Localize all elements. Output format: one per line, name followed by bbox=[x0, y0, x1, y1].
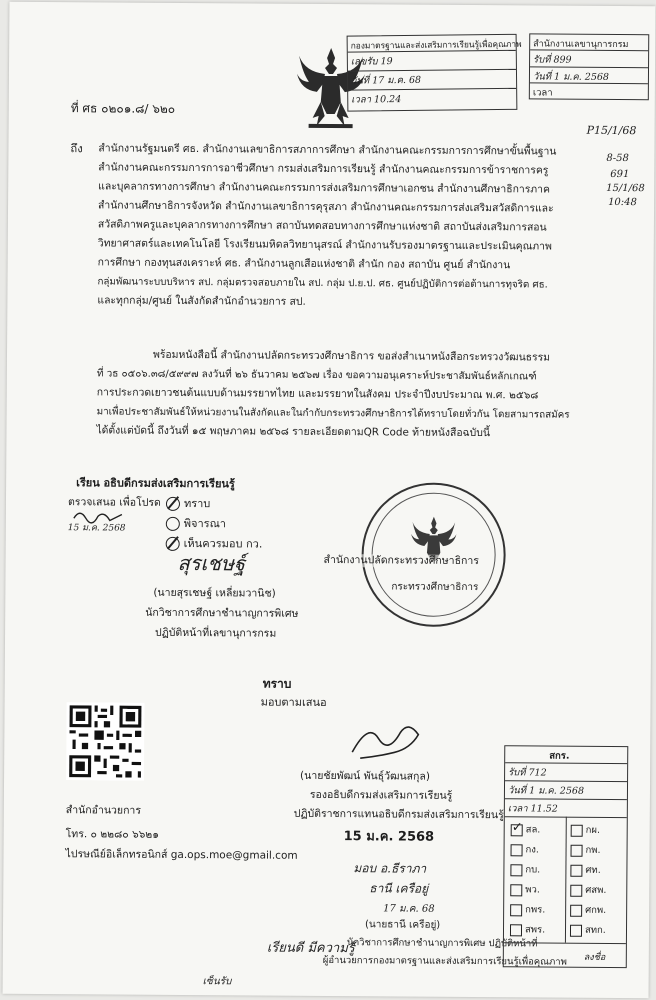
unit-checkbox[interactable] bbox=[510, 904, 522, 916]
director-assign: มอบตามเสนอ bbox=[260, 695, 327, 709]
director-date: 15 ม.ค. 2568 bbox=[343, 829, 435, 845]
unit-checkbox[interactable] bbox=[570, 924, 582, 936]
recipient-line: สำนักงานศึกษาธิการจังหวัด สำนักงานเลขาธิการคุรุสภา สำนักงานคณะกรรมการส่งเสริมสวัสดิการและ bbox=[98, 199, 554, 215]
routing-unit[interactable] bbox=[570, 863, 600, 878]
bottom-handwritten-note: เรียนดี มีความรู้ bbox=[266, 940, 355, 957]
margin-note: P15/1/68 bbox=[586, 123, 637, 138]
unit-label: สทก. bbox=[584, 924, 606, 936]
option-label: เห็นควรมอบ กว. bbox=[183, 536, 263, 551]
margin-note: 15/1/68 bbox=[606, 182, 645, 195]
body-line: พร้อมหนังสือนี้ สำนักงานปลัดกระทรวงศึกษาธิการ ขอส่งสำเนาหนังสือกระทรวงวัฒนธรรม bbox=[152, 348, 551, 364]
routing-unit[interactable] bbox=[571, 843, 601, 858]
recipient-line: วิทยาศาสตร์และเทคโนโลยี โรงเรียนมหิดลวิทยานุสรณ์ สำนักงานรับรองมาตรฐานและประเมินคุณภาพ bbox=[97, 237, 552, 253]
assign-note-name: (นายธานี เครือยู่) bbox=[364, 919, 441, 931]
recipient-line: การศึกษา กองทุนสงเคราะห์ ศธ. สำนักงานลูกเสือแห่งชาติ สำนัก กอง สถาบัน ศูนย์ สำนักงาน bbox=[97, 256, 511, 272]
secretariat-stamp-header: สำนักงานเลขานุการกรม bbox=[533, 39, 629, 51]
routing-unit[interactable] bbox=[510, 882, 540, 897]
checkbox-assign bbox=[166, 537, 180, 551]
routing-unit[interactable] bbox=[510, 862, 540, 877]
body-line: มาเพื่อประชาสัมพันธ์ให้หน่วยงานในสังกัดและในกำกับกระทรวงศึกษาธิการได้ทราบโดยทั่วกัน โดยสามารถสมัคร bbox=[96, 406, 570, 421]
option-label: ทราบ bbox=[183, 496, 211, 511]
unit-label: กพร. bbox=[525, 904, 546, 916]
routing-unit[interactable] bbox=[511, 842, 540, 857]
routing-stamp-box bbox=[503, 745, 629, 968]
to-label: ถึง bbox=[70, 142, 83, 156]
routing-date: วันที่ 1 ม.ค. 2568 bbox=[507, 785, 585, 797]
footer-email[interactable]: ไปรษณีย์อิเล็กทรอนิกส์ ga.ops.moe@gmail.com bbox=[65, 848, 298, 862]
routing-time: เวลา 11.52 bbox=[507, 803, 558, 815]
routing-unit[interactable] bbox=[571, 823, 600, 838]
body-line: การประกวดเยาวชนต้นแบบด้านมรรยาทไทย และมรรยาทในสังคม ประจำปีงบประมาณ พ.ศ. ๒๕๖๘ bbox=[96, 386, 539, 402]
director-ack: ทราบ bbox=[262, 676, 292, 691]
memo-initial-date: 15 ม.ค. 2568 bbox=[67, 523, 126, 534]
checkbox-consider bbox=[166, 517, 180, 531]
secretariat-stamp-date: วันที่ 1 ม.ค. 2568 bbox=[532, 71, 610, 83]
receive-stamp-ohpe bbox=[347, 34, 522, 112]
secretariat-stamp-no: รับที่ 899 bbox=[533, 54, 572, 66]
receive-stamp-secretariat bbox=[529, 33, 649, 100]
routing-no: รับที่ 712 bbox=[508, 767, 547, 779]
secretariat-stamp-time: เวลา bbox=[532, 87, 553, 99]
option-assign bbox=[166, 537, 263, 552]
bottom-signer-position-2: ผู้อำนวยการกองมาตรฐานและส่งเสริมการเรียนรู้เพื่อคุณภาพ bbox=[322, 954, 567, 968]
unit-checkbox[interactable] bbox=[570, 864, 582, 876]
memo-signer-name: (นายสุรเชษฐ์ เหลี่ยมวานิช) bbox=[153, 586, 276, 600]
memo-signer-position: นักวิชาการศึกษาชำนาญการพิเศษ bbox=[145, 606, 299, 620]
director-signature-icon bbox=[348, 718, 428, 763]
unit-checkbox[interactable] bbox=[570, 904, 582, 916]
unit-label: ศท. bbox=[585, 864, 601, 876]
memo-salutation: เรียน อธิบดีกรมส่งเสริมการเรียนรู้ bbox=[76, 476, 235, 491]
memo-signer-position-2: ปฏิบัติหน้าที่เลขานุการกรม bbox=[155, 626, 277, 640]
unit-label: กผ. bbox=[585, 824, 601, 836]
checkbox-acknowledge bbox=[166, 497, 180, 511]
option-acknowledge bbox=[166, 497, 210, 511]
footer-phone: โทร. ๐ ๒๒๘๐ ๖๖๒๑ bbox=[65, 828, 159, 841]
routing-unit[interactable] bbox=[570, 903, 606, 918]
director-position: รองอธิบดีกรมส่งเสริมการเรียนรู้ bbox=[309, 788, 453, 802]
unit-checkbox[interactable] bbox=[511, 824, 523, 836]
unit-label: กพ. bbox=[585, 844, 601, 856]
unit-checkbox[interactable] bbox=[571, 844, 583, 856]
option-label: พิจารณา bbox=[183, 516, 227, 531]
recipient-line: และทุกกลุ่ม/ศูนย์ ในสังกัดสำนักอำนวยการ สป. bbox=[97, 294, 306, 308]
routing-unit[interactable] bbox=[570, 883, 606, 898]
unit-checkbox[interactable] bbox=[510, 864, 522, 876]
recipient-line: สำนักงานคณะกรรมการการอาชีวศึกษา กรมส่งเสริมการเรียนรู้ สำนักงานคณะกรรมการข้าราชการครู bbox=[98, 161, 549, 177]
unit-label: ศกพ. bbox=[585, 904, 607, 916]
margin-note: 10:48 bbox=[608, 196, 637, 209]
memo-check-intro: ตรวจเสนอ เพื่อโปรด bbox=[67, 496, 161, 509]
receive-stamp-header: กองมาตรฐานและส่งเสริมการเรียนรู้เพื่อคุณภาพ bbox=[350, 38, 522, 51]
recipient-line: สำนักงานรัฐมนตรี ศธ. สำนักงานเลขาธิการสภาการศึกษา สำนักงานคณะกรรมการการศึกษาขั้นพื้นฐาน bbox=[98, 142, 557, 158]
receive-stamp-time: เวลา 10.24 bbox=[351, 94, 402, 106]
routing-title: สกร. bbox=[549, 750, 570, 762]
unit-checkbox[interactable] bbox=[510, 884, 522, 896]
unit-label: ศสพ. bbox=[585, 884, 607, 896]
bottom-scribble: เซ็นรับ bbox=[202, 976, 232, 988]
recipient-line: กลุ่มพัฒนาระบบบริหาร สป. กลุ่มตรวจสอบภายใน สป. กลุ่ม ป.ย.ป. ศธ. ศูนย์ปฏิบัติการต่อต้านการทุจริต ศธ. bbox=[97, 276, 548, 291]
unit-checkbox[interactable] bbox=[570, 884, 582, 896]
routing-unit[interactable] bbox=[511, 822, 541, 837]
margin-note: 691 bbox=[610, 168, 630, 181]
routing-sign-note: ลงชื่อ bbox=[583, 952, 606, 963]
assign-note-line2: ธานี เครือยู่ bbox=[369, 881, 429, 896]
assign-note-date: 17 ม.ค. 68 bbox=[383, 903, 435, 915]
document-page bbox=[3, 2, 656, 998]
unit-checkbox[interactable] bbox=[510, 924, 522, 936]
routing-unit[interactable] bbox=[570, 923, 606, 938]
recipient-line: และบุคลากรทางการศึกษา สำนักงานคณะกรรมการส่งเสริมการศึกษาเอกชน สำนักงานศึกษาธิการภาค bbox=[98, 180, 550, 196]
unit-label: กบ. bbox=[525, 864, 541, 876]
memo-signature: สุรเชษฐ์ bbox=[177, 550, 246, 576]
assign-note-line1: มอบ อ.ธีราภา bbox=[353, 861, 427, 876]
unit-label: พว. bbox=[525, 884, 540, 896]
bottom-signer-position: นักวิชาการศึกษาชำนาญการพิเศษ ปฏิบัติหน้าที่ bbox=[346, 937, 538, 950]
office-stamp-line1: สำนักงานปลัดกระทรวงศึกษาธิการ bbox=[323, 553, 479, 568]
margin-note: 8-58 bbox=[606, 152, 629, 165]
routing-unit[interactable] bbox=[510, 902, 545, 917]
unit-checkbox[interactable] bbox=[511, 844, 523, 856]
director-name: (นายชัยพัฒน์ พันธุ์วัฒนสกุล) bbox=[300, 769, 431, 783]
document-number: ที่ ศธ ๐๒๐๑.๘/ ๖๒๐ bbox=[70, 101, 176, 116]
qr-code[interactable] bbox=[66, 702, 145, 781]
option-consider bbox=[166, 517, 226, 531]
receive-stamp-no: เลขรับ 19 bbox=[350, 56, 393, 68]
office-stamp-line2: กระทรวงศึกษาธิการ bbox=[391, 581, 479, 594]
unit-checkbox[interactable] bbox=[571, 824, 583, 836]
unit-label: สพร. bbox=[524, 924, 546, 936]
footer-office: สำนักอำนวยการ bbox=[65, 804, 142, 817]
routing-unit[interactable] bbox=[510, 922, 545, 937]
body-line: ที่ วธ ๐๕๐๖.๓๘/๕๙๙๗ ลงวันที่ ๒๖ ธันวาคม ๒๕๖๗ เรื่อง ขอความอนุเคราะห์ประชาสัมพันธ์หลักเกณฑ์ bbox=[96, 368, 537, 383]
recipient-line: สวัสดิภาพครูและบุคลากรทางการศึกษา สถาบันทดสอบทางการศึกษาแห่งชาติ สถาบันส่งเสริมการสอน bbox=[97, 218, 547, 234]
director-position-2: ปฏิบัติราชการแทนอธิบดีกรมส่งเสริมการเรียนรู้ bbox=[293, 807, 504, 822]
unit-label: สล. bbox=[525, 824, 541, 836]
receive-stamp-date: วันที่ 17 ม.ค. 68 bbox=[351, 74, 422, 87]
unit-label: กง. bbox=[525, 844, 540, 856]
body-line: ได้ตั้งแต่บัดนี้ ถึงวันที่ ๑๕ พฤษภาคม ๒๕๖๘ รายละเอียดตามQR Code ท้ายหนังสือฉบับนี้ bbox=[96, 424, 490, 440]
